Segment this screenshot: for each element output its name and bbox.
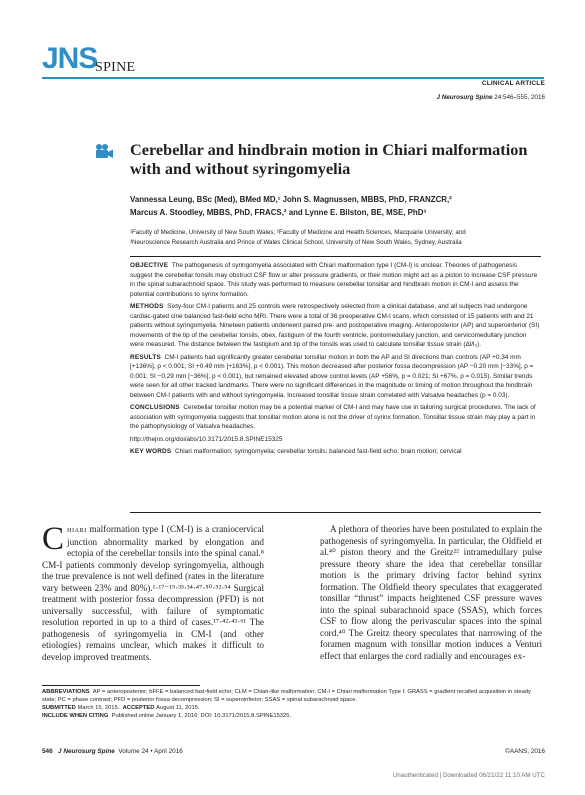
- footer-issue: Volume 24 • April 2016: [118, 748, 183, 755]
- body-column-right: [320, 524, 542, 662]
- submitted-label: SUBMITTED: [42, 705, 76, 711]
- author-line-2: Marcus A. Stoodley, MBBS, PhD, FRACS,² and Lynne E. Bilston, BE, MSE, PhD³: [130, 207, 427, 217]
- journal-citation: [436, 94, 545, 101]
- journal-name: J Neurosurg Spine: [436, 94, 493, 101]
- drop-cap: C: [42, 521, 65, 557]
- objective-label: OBJECTIVE: [130, 262, 169, 269]
- abstract-conclusions: [130, 403, 541, 432]
- citing-text: Published online January 1, 2016; DOI: 10.3171/2015.8.SPINE15325.: [111, 713, 292, 719]
- page-footer: [42, 748, 183, 755]
- body-column-left: [42, 521, 264, 663]
- video-camera-icon[interactable]: [95, 143, 114, 159]
- author-list: [130, 194, 540, 219]
- article-title: Cerebellar and hindbrain motion in Chiari malformation with and without syringomyelia: [130, 140, 528, 178]
- abstract-top-rule: [130, 256, 541, 257]
- intro-paragraph-1: [42, 521, 264, 663]
- author-line-1: Vannessa Leung, BSc (Med), BMed MD,¹ John S. Magnussen, MBBS, PhD, FRANZCR,²: [130, 195, 452, 204]
- abstract-results: [130, 353, 541, 401]
- footer-journal: J Neurosurg Spine: [58, 748, 115, 755]
- results-label: RESULTS: [130, 353, 161, 361]
- intro-text: malformation type I (CM-I) is a craniocervical junction abnormality marked by elongation and ectopia of the cerebellar tonsils into the spinal canal.⁸ CM-I patients commonly develop syringomyelia, although the true prevalence is not well defined (rates in the literature vary between 23% and 80%).¹·¹⁷⁻¹⁹·³³·³⁴·⁴⁷·⁵⁰·⁵²·⁵⁴ Surgical treatment with posterior fossa decompression (PFD) is not universally successful, with failure of symptomatic resolution reported in up to a third of cases.¹⁷·⁴²·⁴³·⁶¹ The pathogenesis of syringomyelia in CM-I (and other etiologies) remains unclear, which makes it difficult to develop improved treatments.: [42, 524, 264, 662]
- methods-text: Sixty-four CM-I patients and 25 controls were retrospectively selected from a clinical database, and all subjects had undergone cardiac-gated cine balanced fast-field echo MRI. There were a total of 36 preoperative CM-I scans, which consisted of 15 patients with and 21 patients without syringomyelia. Nineteen patients underwent paired pre- and postoperative imaging. Anteroposterior (AP) and superoinferior (SI) movements of the tip of the cerebellar tonsils, obex, fastigium of the fourth ventricle, pontomedullary junction, and cervicomedullary junction were measured. The distance between the fastigium and tip of the tonsils was used to calculate tonsillar tissue strain (Δl/l₀).: [130, 303, 540, 348]
- methods-label: METHODS: [130, 303, 164, 310]
- keywords-text: Chiari malformation; syringomyelia; cerebellar tonsils; balanced fast-field echo; brain motion; cervical: [174, 448, 462, 455]
- footnotes: [42, 688, 542, 720]
- article-type-label: CLINICAL ARTICLE: [481, 80, 545, 87]
- conclusions-label: CONCLUSIONS: [130, 404, 180, 411]
- journal-logo: JNS: [42, 42, 98, 75]
- submission-dates: [42, 704, 542, 712]
- download-note: Unauthenticated | Downloaded 06/21/22 11:10 AM UTC: [392, 772, 545, 779]
- conclusions-text: Cerebellar tonsillar motion may be a potential marker of CM-I and may have use in tailoring surgical procedures. The lack of association with syringomyelia suggests that tonsillar motion alone is not the driver of syrinx formation. Tonsillar tissue strain may play a part in the pathophysiology of Valsalva headaches.: [130, 404, 536, 430]
- keywords-label: KEY WORDS: [130, 448, 172, 455]
- affiliation-line-2: ³Neuroscience Research Australia and Prince of Wales Clinical School, University of New South Wales, Sydney, Australia: [130, 238, 462, 246]
- lead-smallcaps: HIARI: [67, 527, 87, 534]
- header-rule: [42, 77, 544, 79]
- abbreviations-text: AP = anteroposterior; bFFE = balanced fast-field echo; CLM = Chiari-like malformation; CM-I = Chiari malformation Type I; GRASS = gradient recalled acquisition in steady state; PC = phase contrast; PFD = posterior fossa decompression; SI = superoinferior; SSAS = spinal subarachnoid space.: [42, 689, 531, 703]
- footnote-rule: [42, 685, 200, 686]
- accepted-date: August 11, 2015.: [156, 705, 200, 711]
- affiliation-line-1: ¹Faculty of Medicine, University of New South Wales; ²Faculty of Medicine and Health Sciences, Macquarie University; and: [130, 229, 466, 236]
- keywords: [130, 447, 541, 457]
- citing-label: INCLUDE WHEN CITING: [42, 713, 109, 719]
- abstract-objective: [130, 261, 541, 299]
- results-text: CM-I patients had significantly greater cerebellar tonsillar motion in both the AP and SI directions than controls (AP +0.34 mm [+136%], p < 0.001; SI +0.49 mm [+163%], p < 0.001). This motion decreased after posterior fossa decompression (AP −0.20 mm [−33%], p = 0.001; SI −0.29 mm [−36%]; p < 0.001), but remained elevated above control levels (AP +56%, p = 0.021; SI +67%, p = 0.015). Similar trends were seen for all other tracked landmarks. There were no significant differences in the magnitude or timing of motion throughout the hindbrain between CM-I patients with and without syringomyelia. Increased tonsillar tissue strain correlated with Valsalva headaches (p = 0.03).: [130, 353, 534, 399]
- doi-link[interactable]: http://thejns.org/doi/abs/10.3171/2015.8.SPINE15325: [130, 435, 283, 443]
- abbreviations: [42, 688, 542, 704]
- intro-paragraph-2: A plethora of theories have been postulated to explain the pathogenesis of syringomyelia. In particular, the Oldfield et al.⁴⁰ piston theory and the Greitz²² intramedullary pulse pressure theory share the idea that cerebellar tonsillar motion is the primary driving factor behind syrinx formation. The Oldfield theory speculates that exaggerated tonsillar “thrust” impacts heightened CSF pressure waves into the spinal subarachnoid space (SSAS), which forces CSF to flow along the perivascular spaces into the spinal cord.⁴⁰ The Greitz theory speculates that narrowing of the foramen magnum with tonsillar motion induces a Venturi effect that enlarges the cord radially and encourages ex-: [320, 524, 542, 661]
- objective-text: The pathogenesis of syringomyelia associated with Chiari malformation type I (CM-I) is unclear. Theories of pathogenesis suggest the cerebellar tonsils may obstruct CSF flow or alter pressure gradients, or their motion might act as a piston to increase CSF pressure in the spinal subarachnoid space. This study was performed to measure cerebellar tonsillar and hindbrain motion in CM-I and assess the potential contributions to syrinx formation.: [130, 262, 538, 298]
- submitted-date: March 15, 2015.: [77, 705, 120, 711]
- accepted-label: ACCEPTED: [122, 705, 155, 711]
- abstract-methods: [130, 302, 541, 350]
- copyright: ©AANS, 2016: [505, 748, 545, 755]
- affiliations: [130, 228, 540, 247]
- abstract-bottom-rule: [130, 512, 541, 513]
- citing-info: [42, 712, 542, 720]
- page-number: 546: [42, 748, 53, 755]
- abbreviations-label: ABBREVIATIONS: [42, 689, 90, 695]
- journal-logo-section: SPINE: [95, 60, 136, 75]
- journal-volume-pages: 24:546–555, 2016: [494, 94, 545, 101]
- abstract: [130, 261, 541, 460]
